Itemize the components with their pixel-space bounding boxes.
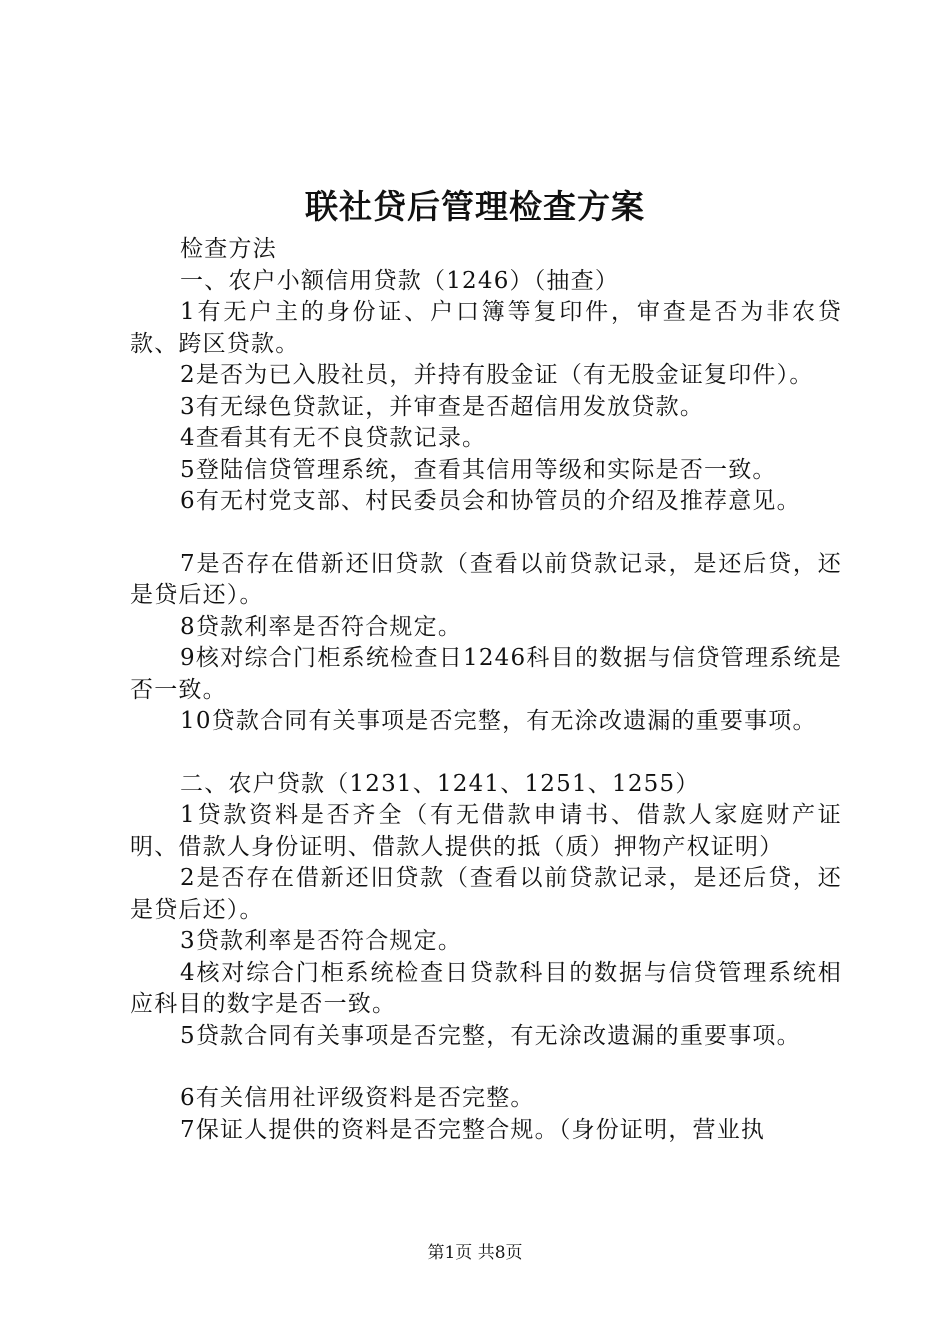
section-heading: 二、农户贷款（1231、1241、1251、1255） xyxy=(180,770,700,797)
blank-line xyxy=(130,1052,842,1083)
list-item: 2是否存在借新还旧贷款（查看以前贷款记录，是还后贷，还是贷后还）。 xyxy=(130,865,842,923)
document-body xyxy=(130,234,842,1146)
list-item: 1贷款资料是否齐全（有无借款申请书、借款人家庭财产证明、借款人身份证明、借款人提供的抵（质）押物产权证明） xyxy=(130,802,842,860)
list-item: 7是否存在借新还旧贷款（查看以前贷款记录，是还后贷，还是贷后还）。 xyxy=(130,550,842,608)
list-item: 4核对综合门柜系统检查日贷款科目的数据与信贷管理系统相应科目的数字是否一致。 xyxy=(130,959,842,1017)
list-item: 3有无绿色贷款证，并审查是否超信用发放贷款。 xyxy=(180,393,705,420)
list-item: 2是否为已入股社员，并持有股金证（有无股金证复印件）。 xyxy=(180,362,814,388)
list-item: 4查看其有无不良贷款记录。 xyxy=(180,425,487,451)
page-footer: 第1页 共8页 xyxy=(427,1243,523,1263)
section-heading: 一、农户小额信用贷款（1246）（抽查） xyxy=(180,267,620,294)
list-item: 5登陆信贷管理系统，查看其信用等级和实际是否一致。 xyxy=(180,456,777,483)
document-title: 联社贷后管理检查方案 xyxy=(305,187,645,226)
list-item: 6有关信用社评级资料是否完整。 xyxy=(180,1085,535,1111)
list-item: 5贷款合同有关事项是否完整，有无涂改遗漏的重要事项。 xyxy=(180,1022,801,1049)
list-item: 3贷款利率是否符合规定。 xyxy=(180,928,463,954)
list-item: 7保证人提供的资料是否完整合规。（身份证明，营业执 xyxy=(180,1116,766,1143)
section-label: 检查方法 xyxy=(180,236,277,262)
list-item: 1有无户主的身份证、户口簿等复印件，审查是否为非农贷款、跨区贷款。 xyxy=(130,299,842,357)
list-item: 9核对综合门柜系统检查日1246科目的数据与信贷管理系统是否一致。 xyxy=(130,645,842,703)
list-item: 8贷款利率是否符合规定。 xyxy=(180,613,463,640)
blank-line xyxy=(130,518,842,549)
list-item: 6有无村党支部、村民委员会和协管员的介绍及推荐意见。 xyxy=(180,488,801,514)
list-item: 10贷款合同有关事项是否完整，有无涂改遗漏的重要事项。 xyxy=(180,708,817,734)
blank-line xyxy=(130,738,842,769)
